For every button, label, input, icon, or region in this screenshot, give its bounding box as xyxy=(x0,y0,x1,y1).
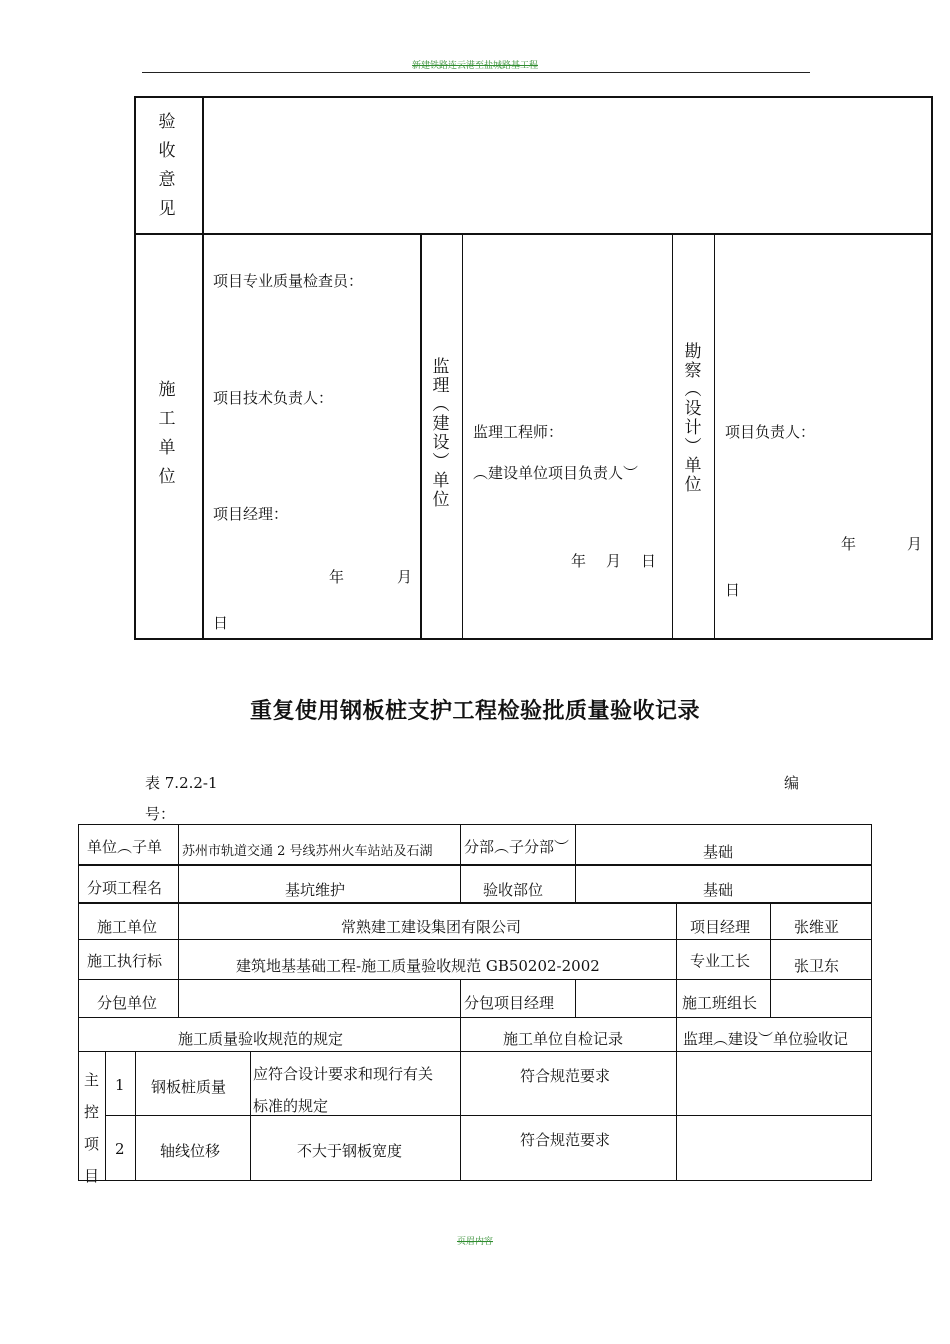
serial-number-label: 编 xyxy=(784,774,800,792)
divider xyxy=(462,233,463,638)
project-manager-value: 张维亚 xyxy=(794,918,840,936)
divider xyxy=(136,233,931,235)
divider xyxy=(420,233,422,638)
acceptance-part-value: 基础 xyxy=(703,881,734,899)
survey-design-unit-label: 勘 察 ︵ 设 计 ︶ 单 位 xyxy=(684,342,702,495)
header-rule xyxy=(142,72,810,73)
foreman-label: 专业工长 xyxy=(690,952,751,970)
row-self-check: 符合规范要求 xyxy=(520,1131,611,1149)
acceptance-part-label: 验收部位 xyxy=(483,881,544,899)
team-lead-label: 施工班组长 xyxy=(682,994,758,1012)
serial-number-label-cont: 号： xyxy=(145,805,176,823)
date-month: 月 xyxy=(606,552,622,570)
date-month: 月 xyxy=(907,535,923,553)
unit-value: 苏州市轨道交通 2 号线苏州火车站站及石湖 xyxy=(182,844,433,859)
row-requirement: 应符合设计要求和现行有关 xyxy=(253,1065,434,1083)
page-header-text: 新建铁路连云港至盐城路基工程 xyxy=(411,61,538,71)
construction-unit-label: 施 工 单 位 xyxy=(158,380,176,487)
row-item: 轴线位移 xyxy=(160,1142,221,1160)
supervision-engineer-label: 监理工程师： xyxy=(473,423,564,441)
subitem-label: 分项工程名 xyxy=(87,879,163,897)
row-number: 1 xyxy=(115,1076,125,1094)
sub-pm-label: 分包项目经理 xyxy=(464,994,555,1012)
table-number: 表 7.2.2-1 xyxy=(145,774,218,792)
page-title: 重复使用钢板桩支护工程检验批质量验收记录 xyxy=(249,699,700,724)
tech-lead-label: 项目技术负责人： xyxy=(213,389,334,407)
date-day: 日 xyxy=(725,581,741,599)
owner-project-lead-label: ︵建设单位项目负责人︶ xyxy=(473,464,639,482)
divider xyxy=(202,98,204,638)
subcontractor-label: 分包单位 xyxy=(97,994,158,1012)
division-label: 分部︵子分部︶ xyxy=(464,838,570,856)
page-footer-text: 页眉内容 xyxy=(456,1237,493,1247)
date-day: 日 xyxy=(213,614,229,632)
col-self-check-header: 施工单位自检记录 xyxy=(503,1030,624,1048)
date-year: 年 xyxy=(571,552,587,570)
quality-inspector-label: 项目专业质量检查员： xyxy=(213,272,364,290)
col-supervision-header: 监理︵建设︶单位验收记 xyxy=(683,1030,849,1048)
contractor-label: 施工单位 xyxy=(97,918,158,936)
standard-value: 建筑地基基础工程-施工质量验收规范 GB50202-2002 xyxy=(236,957,600,975)
divider xyxy=(714,233,715,638)
main-control-items-label: 主 控 项 目 xyxy=(84,1071,100,1185)
subitem-value: 基坑维护 xyxy=(285,881,346,899)
supervision-unit-label: 监 理 ︵ 建 设 ︶ 单 位 xyxy=(432,357,450,510)
divider xyxy=(672,233,673,638)
row-item: 钢板桩质量 xyxy=(151,1078,227,1096)
project-manager-label: 项目经理： xyxy=(213,505,289,523)
project-manager-label: 项目经理 xyxy=(690,918,751,936)
standard-label: 施工执行标 xyxy=(87,952,163,970)
inspection-record-table xyxy=(78,824,872,1185)
date-year: 年 xyxy=(841,535,857,553)
row-requirement: 不大于钢板宽度 xyxy=(297,1142,403,1160)
unit-label: 单位︵子单 xyxy=(87,838,163,856)
foreman-value: 张卫东 xyxy=(794,957,840,975)
col-spec-header: 施工质量验收规范的规定 xyxy=(178,1030,344,1048)
row-number: 2 xyxy=(115,1140,125,1158)
survey-project-lead-label: 项目负责人： xyxy=(725,423,816,441)
division-value: 基础 xyxy=(703,843,734,861)
contractor-value: 常熟建工建设集团有限公司 xyxy=(341,918,522,936)
date-day: 日 xyxy=(641,552,657,570)
date-year: 年 xyxy=(329,568,345,586)
date-month: 月 xyxy=(397,568,413,586)
acceptance-signature-table xyxy=(134,96,933,640)
acceptance-opinion-label: 验 收 意 见 xyxy=(158,112,176,219)
row-requirement-cont: 标准的规定 xyxy=(253,1097,329,1115)
row-self-check: 符合规范要求 xyxy=(520,1067,611,1085)
